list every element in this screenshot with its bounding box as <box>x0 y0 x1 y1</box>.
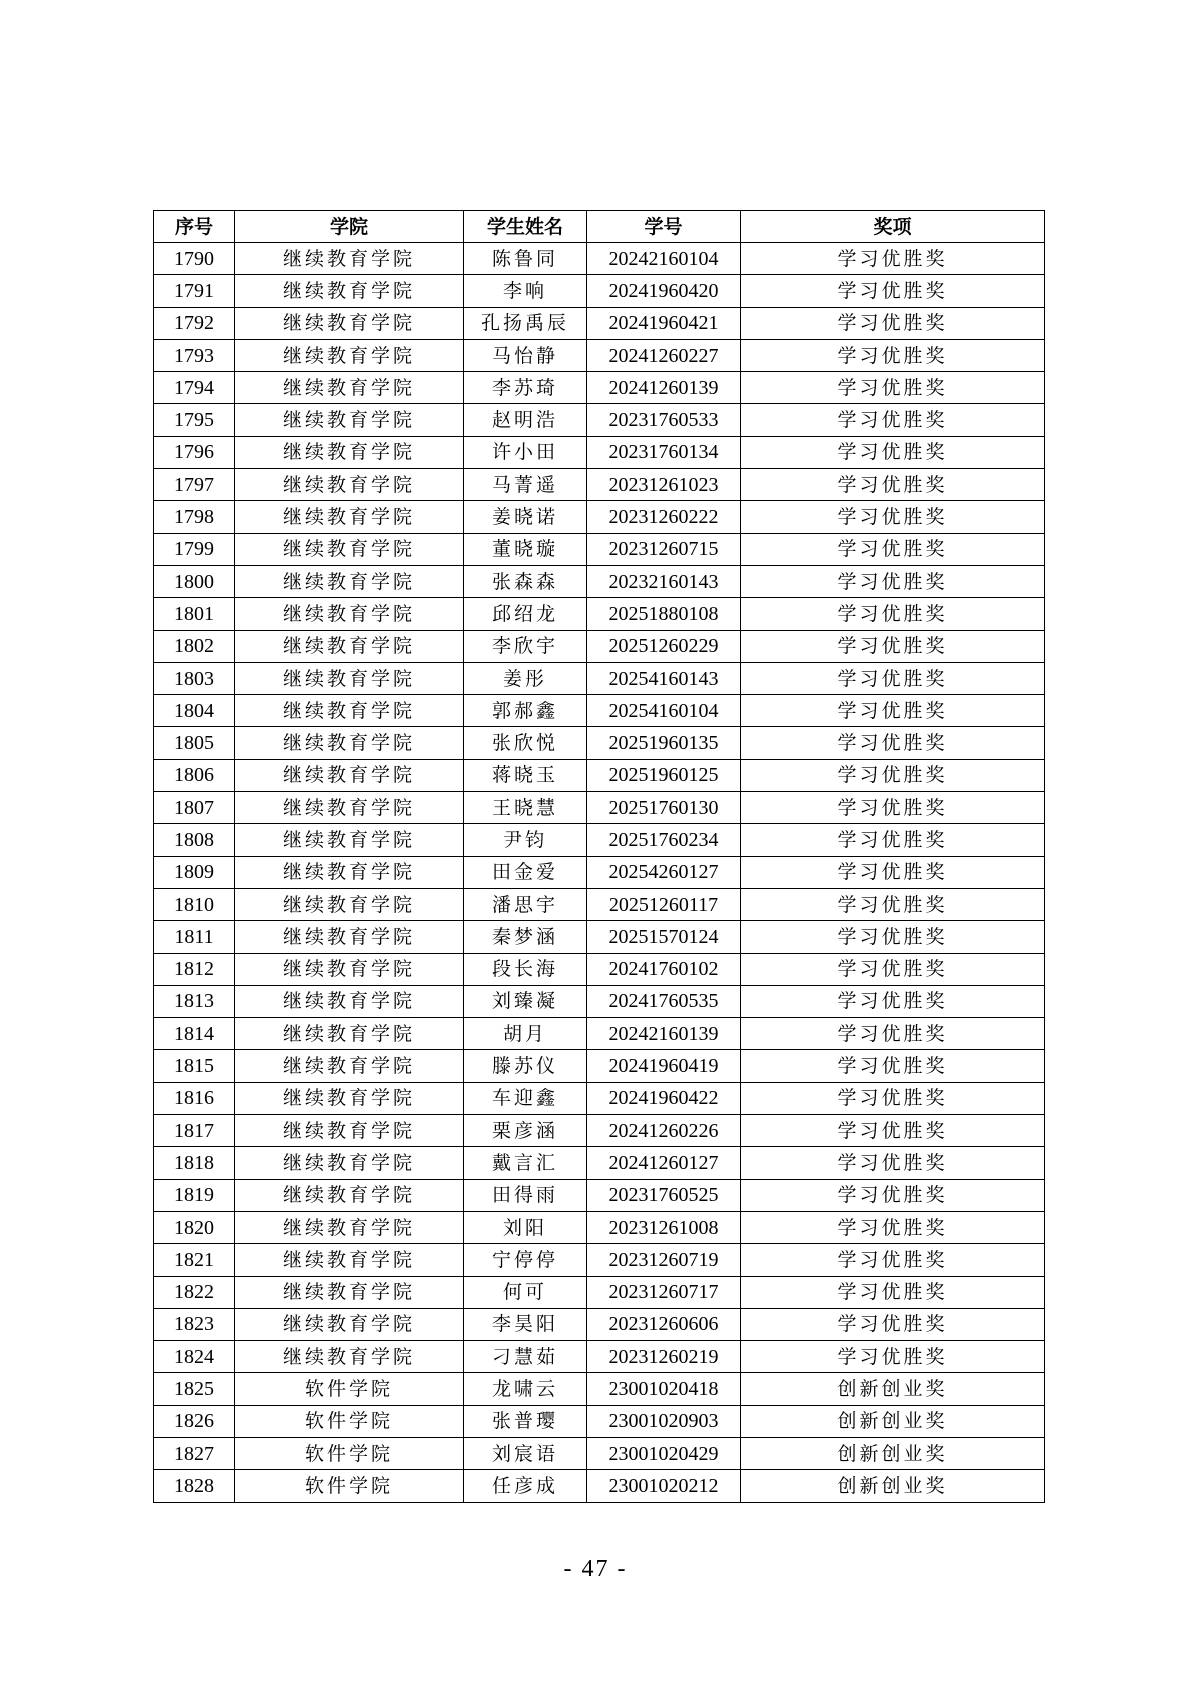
cell-student-name: 赵明浩 <box>464 404 587 436</box>
header-row <box>154 211 1045 243</box>
header-student-id: 学号 <box>587 211 741 243</box>
cell-award: 学习优胜奖 <box>741 792 1045 824</box>
cell-award: 学习优胜奖 <box>741 275 1045 307</box>
cell-student-name: 张森森 <box>464 565 587 597</box>
cell-serial-number: 1806 <box>154 759 235 791</box>
table-row <box>154 695 1045 727</box>
cell-serial-number: 1790 <box>154 243 235 275</box>
cell-college: 继续教育学院 <box>235 1082 464 1114</box>
cell-serial-number: 1800 <box>154 565 235 597</box>
cell-college: 继续教育学院 <box>235 888 464 920</box>
cell-award: 学习优胜奖 <box>741 1276 1045 1308</box>
table-row <box>154 1211 1045 1243</box>
cell-college: 继续教育学院 <box>235 1147 464 1179</box>
cell-serial-number: 1799 <box>154 533 235 565</box>
cell-college: 继续教育学院 <box>235 921 464 953</box>
cell-student-name: 邱绍龙 <box>464 598 587 630</box>
cell-college: 继续教育学院 <box>235 759 464 791</box>
table-row <box>154 1405 1045 1437</box>
cell-student-name: 董晓璇 <box>464 533 587 565</box>
table-row <box>154 307 1045 339</box>
cell-award: 学习优胜奖 <box>741 404 1045 436</box>
cell-serial-number: 1813 <box>154 985 235 1017</box>
cell-student-id: 20254160104 <box>587 695 741 727</box>
cell-award: 创新创业奖 <box>741 1437 1045 1469</box>
cell-student-id: 20242160104 <box>587 243 741 275</box>
cell-student-name: 滕苏仪 <box>464 1050 587 1082</box>
cell-serial-number: 1811 <box>154 921 235 953</box>
cell-award: 学习优胜奖 <box>741 501 1045 533</box>
cell-serial-number: 1801 <box>154 598 235 630</box>
cell-student-name: 马怡静 <box>464 339 587 371</box>
cell-award: 学习优胜奖 <box>741 1018 1045 1050</box>
cell-award: 学习优胜奖 <box>741 1179 1045 1211</box>
cell-award: 学习优胜奖 <box>741 662 1045 694</box>
cell-serial-number: 1802 <box>154 630 235 662</box>
cell-serial-number: 1805 <box>154 727 235 759</box>
cell-award: 学习优胜奖 <box>741 856 1045 888</box>
cell-college: 软件学院 <box>235 1470 464 1502</box>
cell-student-name: 陈鲁同 <box>464 243 587 275</box>
cell-award: 学习优胜奖 <box>741 1050 1045 1082</box>
cell-award: 创新创业奖 <box>741 1405 1045 1437</box>
cell-student-id: 20241260139 <box>587 372 741 404</box>
cell-student-id: 20241760102 <box>587 953 741 985</box>
table-row <box>154 662 1045 694</box>
cell-college: 继续教育学院 <box>235 501 464 533</box>
cell-award: 学习优胜奖 <box>741 1341 1045 1373</box>
cell-student-name: 蒋晓玉 <box>464 759 587 791</box>
cell-student-name: 龙啸云 <box>464 1373 587 1405</box>
cell-award: 学习优胜奖 <box>741 533 1045 565</box>
table-row <box>154 501 1045 533</box>
cell-college: 继续教育学院 <box>235 339 464 371</box>
table-row <box>154 1341 1045 1373</box>
cell-student-id: 20251960135 <box>587 727 741 759</box>
cell-serial-number: 1807 <box>154 792 235 824</box>
table-row <box>154 1244 1045 1276</box>
cell-serial-number: 1822 <box>154 1276 235 1308</box>
cell-serial-number: 1795 <box>154 404 235 436</box>
cell-serial-number: 1808 <box>154 824 235 856</box>
table-row <box>154 792 1045 824</box>
cell-student-name: 李苏琦 <box>464 372 587 404</box>
cell-student-id: 20231760525 <box>587 1179 741 1211</box>
cell-award: 学习优胜奖 <box>741 1244 1045 1276</box>
cell-serial-number: 1823 <box>154 1308 235 1340</box>
cell-student-id: 20231260219 <box>587 1341 741 1373</box>
cell-college: 继续教育学院 <box>235 1211 464 1243</box>
table-row <box>154 921 1045 953</box>
cell-college: 继续教育学院 <box>235 662 464 694</box>
table-row <box>154 953 1045 985</box>
cell-serial-number: 1793 <box>154 339 235 371</box>
table-row <box>154 1308 1045 1340</box>
cell-college: 继续教育学院 <box>235 695 464 727</box>
cell-student-id: 20231260222 <box>587 501 741 533</box>
cell-student-id: 20241960422 <box>587 1082 741 1114</box>
cell-student-name: 任彦成 <box>464 1470 587 1502</box>
cell-college: 继续教育学院 <box>235 598 464 630</box>
cell-student-id: 20231260719 <box>587 1244 741 1276</box>
table-row <box>154 1373 1045 1405</box>
cell-student-id: 20231261023 <box>587 469 741 501</box>
cell-serial-number: 1816 <box>154 1082 235 1114</box>
cell-award: 学习优胜奖 <box>741 243 1045 275</box>
cell-college: 继续教育学院 <box>235 1276 464 1308</box>
cell-student-name: 宁停停 <box>464 1244 587 1276</box>
cell-student-name: 马菁遥 <box>464 469 587 501</box>
cell-award: 学习优胜奖 <box>741 759 1045 791</box>
cell-award: 学习优胜奖 <box>741 727 1045 759</box>
cell-student-name: 郭郝鑫 <box>464 695 587 727</box>
cell-award: 学习优胜奖 <box>741 339 1045 371</box>
cell-award: 学习优胜奖 <box>741 695 1045 727</box>
cell-student-name: 李昊阳 <box>464 1308 587 1340</box>
cell-serial-number: 1826 <box>154 1405 235 1437</box>
cell-student-name: 潘思宇 <box>464 888 587 920</box>
cell-student-id: 20254260127 <box>587 856 741 888</box>
cell-student-name: 胡月 <box>464 1018 587 1050</box>
cell-serial-number: 1804 <box>154 695 235 727</box>
cell-serial-number: 1825 <box>154 1373 235 1405</box>
table-row <box>154 1082 1045 1114</box>
cell-award: 学习优胜奖 <box>741 824 1045 856</box>
cell-student-id: 20231261008 <box>587 1211 741 1243</box>
cell-serial-number: 1798 <box>154 501 235 533</box>
cell-college: 软件学院 <box>235 1405 464 1437</box>
cell-college: 继续教育学院 <box>235 533 464 565</box>
cell-student-id: 20241760535 <box>587 985 741 1017</box>
cell-college: 继续教育学院 <box>235 243 464 275</box>
cell-college: 继续教育学院 <box>235 1050 464 1082</box>
cell-student-name: 李欣宇 <box>464 630 587 662</box>
table-row <box>154 985 1045 1017</box>
cell-serial-number: 1821 <box>154 1244 235 1276</box>
table-row <box>154 888 1045 920</box>
cell-college: 继续教育学院 <box>235 856 464 888</box>
cell-student-id: 20251260117 <box>587 888 741 920</box>
cell-student-name: 张欣悦 <box>464 727 587 759</box>
cell-serial-number: 1796 <box>154 436 235 468</box>
cell-award: 学习优胜奖 <box>741 1308 1045 1340</box>
table-row <box>154 404 1045 436</box>
cell-student-name: 刘阳 <box>464 1211 587 1243</box>
table-row <box>154 1470 1045 1502</box>
cell-student-name: 车迎鑫 <box>464 1082 587 1114</box>
table-row <box>154 372 1045 404</box>
cell-award: 学习优胜奖 <box>741 985 1045 1017</box>
cell-student-name: 张普璎 <box>464 1405 587 1437</box>
table-row <box>154 436 1045 468</box>
table-row <box>154 1147 1045 1179</box>
cell-award: 学习优胜奖 <box>741 953 1045 985</box>
cell-student-id: 20241960419 <box>587 1050 741 1082</box>
cell-serial-number: 1820 <box>154 1211 235 1243</box>
cell-serial-number: 1791 <box>154 275 235 307</box>
cell-student-id: 20231260715 <box>587 533 741 565</box>
cell-serial-number: 1817 <box>154 1115 235 1147</box>
cell-college: 继续教育学院 <box>235 436 464 468</box>
table-row <box>154 598 1045 630</box>
cell-college: 继续教育学院 <box>235 953 464 985</box>
table-row <box>154 339 1045 371</box>
header-college: 学院 <box>235 211 464 243</box>
cell-student-id: 20242160139 <box>587 1018 741 1050</box>
cell-college: 软件学院 <box>235 1437 464 1469</box>
cell-student-id: 20241960420 <box>587 275 741 307</box>
cell-student-name: 戴言汇 <box>464 1147 587 1179</box>
header-serial-number: 序号 <box>154 211 235 243</box>
cell-college: 继续教育学院 <box>235 1018 464 1050</box>
cell-student-id: 20251760130 <box>587 792 741 824</box>
cell-student-id: 23001020429 <box>587 1437 741 1469</box>
page-number: - 47 - <box>563 1556 628 1582</box>
cell-student-id: 20241260226 <box>587 1115 741 1147</box>
cell-student-name: 秦梦涵 <box>464 921 587 953</box>
cell-award: 学习优胜奖 <box>741 1115 1045 1147</box>
table-row <box>154 1276 1045 1308</box>
cell-student-id: 23001020903 <box>587 1405 741 1437</box>
table-row <box>154 243 1045 275</box>
cell-award: 创新创业奖 <box>741 1470 1045 1502</box>
cell-college: 继续教育学院 <box>235 727 464 759</box>
cell-student-id: 20251760234 <box>587 824 741 856</box>
cell-college: 继续教育学院 <box>235 1244 464 1276</box>
cell-student-id: 20232160143 <box>587 565 741 597</box>
cell-serial-number: 1827 <box>154 1437 235 1469</box>
cell-college: 继续教育学院 <box>235 1179 464 1211</box>
cell-student-id: 20241260227 <box>587 339 741 371</box>
cell-award: 学习优胜奖 <box>741 372 1045 404</box>
cell-student-name: 栗彦涵 <box>464 1115 587 1147</box>
cell-student-name: 何可 <box>464 1276 587 1308</box>
cell-student-id: 20231760134 <box>587 436 741 468</box>
table-row <box>154 275 1045 307</box>
table-row <box>154 565 1045 597</box>
table-header <box>154 211 1045 243</box>
cell-award: 创新创业奖 <box>741 1373 1045 1405</box>
cell-award: 学习优胜奖 <box>741 469 1045 501</box>
cell-serial-number: 1814 <box>154 1018 235 1050</box>
cell-serial-number: 1828 <box>154 1470 235 1502</box>
cell-student-name: 段长海 <box>464 953 587 985</box>
cell-college: 继续教育学院 <box>235 372 464 404</box>
cell-student-id: 20251570124 <box>587 921 741 953</box>
cell-award: 学习优胜奖 <box>741 436 1045 468</box>
cell-serial-number: 1812 <box>154 953 235 985</box>
table-row <box>154 1437 1045 1469</box>
cell-college: 继续教育学院 <box>235 630 464 662</box>
header-award: 奖项 <box>741 211 1045 243</box>
cell-college: 继续教育学院 <box>235 404 464 436</box>
cell-award: 学习优胜奖 <box>741 888 1045 920</box>
cell-award: 学习优胜奖 <box>741 1147 1045 1179</box>
cell-student-id: 20231760533 <box>587 404 741 436</box>
cell-college: 继续教育学院 <box>235 824 464 856</box>
table-row <box>154 1115 1045 1147</box>
cell-student-id: 20251880108 <box>587 598 741 630</box>
table-body <box>154 243 1045 1503</box>
table-row <box>154 630 1045 662</box>
cell-award: 学习优胜奖 <box>741 598 1045 630</box>
cell-student-name: 刘臻凝 <box>464 985 587 1017</box>
cell-student-id: 23001020418 <box>587 1373 741 1405</box>
cell-student-name: 李响 <box>464 275 587 307</box>
cell-serial-number: 1818 <box>154 1147 235 1179</box>
cell-serial-number: 1810 <box>154 888 235 920</box>
cell-student-name: 姜彤 <box>464 662 587 694</box>
cell-student-id: 20254160143 <box>587 662 741 694</box>
cell-student-name: 刘宸语 <box>464 1437 587 1469</box>
cell-student-id: 20241960421 <box>587 307 741 339</box>
table-row <box>154 1050 1045 1082</box>
cell-college: 继续教育学院 <box>235 792 464 824</box>
cell-college: 继续教育学院 <box>235 1308 464 1340</box>
cell-college: 继续教育学院 <box>235 307 464 339</box>
cell-student-id: 20231260717 <box>587 1276 741 1308</box>
cell-college: 继续教育学院 <box>235 1341 464 1373</box>
cell-serial-number: 1824 <box>154 1341 235 1373</box>
cell-college: 软件学院 <box>235 1373 464 1405</box>
cell-serial-number: 1819 <box>154 1179 235 1211</box>
table-row <box>154 727 1045 759</box>
cell-student-id: 23001020212 <box>587 1470 741 1502</box>
cell-student-id: 20251960125 <box>587 759 741 791</box>
cell-student-name: 姜晓诺 <box>464 501 587 533</box>
cell-college: 继续教育学院 <box>235 1115 464 1147</box>
cell-college: 继续教育学院 <box>235 985 464 1017</box>
cell-student-name: 尹钧 <box>464 824 587 856</box>
table-row <box>154 469 1045 501</box>
cell-college: 继续教育学院 <box>235 275 464 307</box>
table-row <box>154 824 1045 856</box>
cell-award: 学习优胜奖 <box>741 921 1045 953</box>
cell-student-id: 20241260127 <box>587 1147 741 1179</box>
cell-college: 继续教育学院 <box>235 565 464 597</box>
cell-student-name: 田金爱 <box>464 856 587 888</box>
header-student-name: 学生姓名 <box>464 211 587 243</box>
cell-serial-number: 1809 <box>154 856 235 888</box>
cell-student-name: 王晓慧 <box>464 792 587 824</box>
cell-student-id: 20251260229 <box>587 630 741 662</box>
cell-serial-number: 1794 <box>154 372 235 404</box>
cell-student-name: 孔扬禹辰 <box>464 307 587 339</box>
cell-award: 学习优胜奖 <box>741 307 1045 339</box>
cell-award: 学习优胜奖 <box>741 1082 1045 1114</box>
cell-award: 学习优胜奖 <box>741 630 1045 662</box>
table-row <box>154 759 1045 791</box>
cell-serial-number: 1792 <box>154 307 235 339</box>
cell-serial-number: 1815 <box>154 1050 235 1082</box>
awards-table <box>153 210 1045 1503</box>
cell-serial-number: 1803 <box>154 662 235 694</box>
table-row <box>154 1179 1045 1211</box>
cell-student-name: 田得雨 <box>464 1179 587 1211</box>
cell-student-name: 许小田 <box>464 436 587 468</box>
cell-college: 继续教育学院 <box>235 469 464 501</box>
cell-award: 学习优胜奖 <box>741 565 1045 597</box>
cell-student-name: 刁慧茹 <box>464 1341 587 1373</box>
table-row <box>154 1018 1045 1050</box>
cell-serial-number: 1797 <box>154 469 235 501</box>
table-row <box>154 856 1045 888</box>
cell-award: 学习优胜奖 <box>741 1211 1045 1243</box>
table-row <box>154 533 1045 565</box>
cell-student-id: 20231260606 <box>587 1308 741 1340</box>
